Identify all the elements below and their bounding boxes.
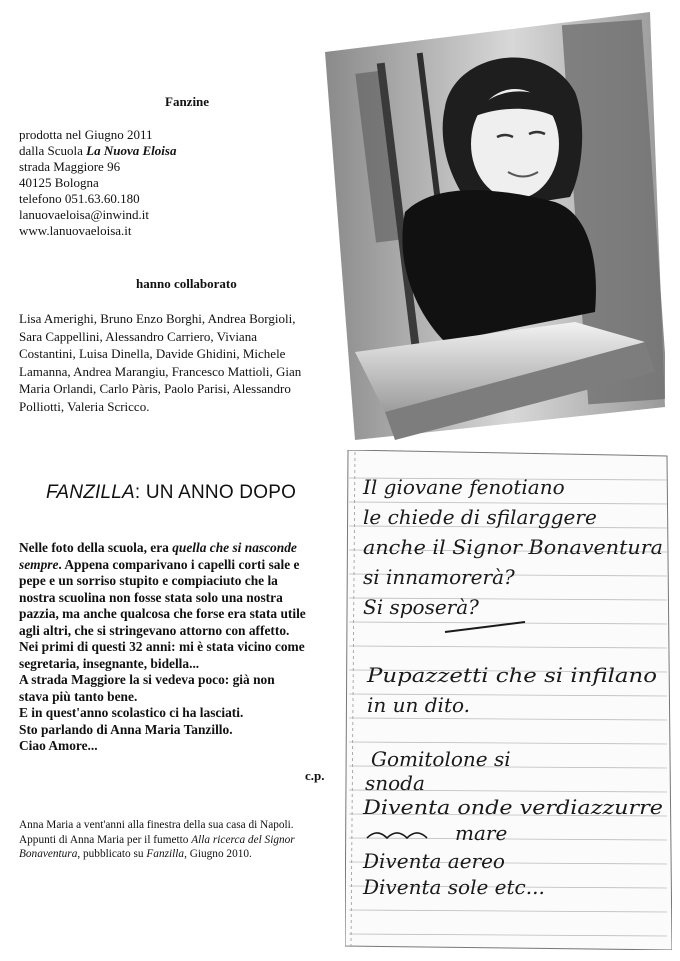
caption-line: Appunti di Anna Maria per il fumetto Alla ricerca del Signor <box>19 833 295 846</box>
collaborators-line: Sara Cappellini, Alessandro Carriero, Viviana <box>19 328 257 344</box>
note-line: Diventa onde verdiazzurre <box>361 795 663 819</box>
note-line: Gomitolone si <box>371 747 511 771</box>
article-body <box>19 540 337 755</box>
article-line: E in quest'anno scolastico ci ha lasciati. <box>19 705 244 720</box>
caption-line: Bonaventura, pubblicato su Fanzilla, Giugno 2010. <box>19 848 252 860</box>
signature: c.p. <box>305 768 325 783</box>
article-line: agli altri, che si stringevano attorno con affetto. <box>19 622 290 638</box>
article-line: nostra scuolina non fosse stata solo una nostra <box>19 589 283 605</box>
note-line: Il giovane fenotiano <box>363 475 565 499</box>
collaborators-line: Costantini, Luisa Dinella, Davide Ghidini, Michele <box>19 346 286 361</box>
note-line: Diventa sole etc... <box>363 875 545 899</box>
publication-info <box>19 127 176 239</box>
collaborators-title: hanno collaborato <box>136 276 237 291</box>
note-line: le chiede di sfilarggere <box>363 505 597 529</box>
note-line: in un dito. <box>367 693 471 717</box>
address-line: strada Maggiore 96 <box>19 159 121 174</box>
website-line: www.lanuovaeloisa.it <box>19 223 132 238</box>
note-line: snoda <box>365 771 425 795</box>
note-line: si innamorerà? <box>363 565 515 589</box>
collaborators-line: Lisa Amerighi, Bruno Enzo Borghi, Andrea Borgioli, <box>19 311 296 326</box>
school-line: dalla Scuola La Nuova Eloisa <box>19 143 177 158</box>
article-line: Ciao Amore... <box>19 738 98 753</box>
collaborators-line: Maria Orlandi, Carlo Pàris, Paolo Parisi, Alessandro <box>19 381 291 396</box>
email-line: lanuovaeloisa@inwind.it <box>19 207 150 222</box>
city-line: 40125 Bologna <box>19 175 99 190</box>
article-line: segretaria, insegnante, bidella... <box>19 655 200 671</box>
headline-italic: FANZILLA <box>46 482 135 503</box>
article-line: pazzia, ma anche qualcosa che forse era stata utile <box>19 606 306 621</box>
article-headline: FANZILLA: UN ANNO DOPO <box>46 482 297 503</box>
collaborators-line: Lamanna, Andrea Marangiu, Francesco Mattioli, Gian <box>19 363 302 379</box>
article-line: Sto parlando di Anna Maria Tanzillo. <box>19 721 233 737</box>
collaborators-list <box>19 310 329 415</box>
article-line: pepe e un sorriso stupito e compiaciuto che la <box>19 573 278 588</box>
article-line: Nelle foto della scuola, era quella che si nasconde <box>19 540 297 555</box>
photo-caption <box>19 818 295 862</box>
portrait-photo <box>325 12 665 440</box>
school-name: La Nuova Eloisa <box>86 143 177 158</box>
note-line: Diventa aereo <box>363 849 505 873</box>
collaborators-line: Polliotti, Valeria Scricco. <box>19 398 150 414</box>
caption-line: Anna Maria a vent'anni alla finestra della sua casa di Napoli. <box>19 819 294 831</box>
note-line: Pupazzetti che si infilano <box>365 663 657 687</box>
handwritten-notebook-page <box>345 450 672 950</box>
note-line: mare <box>455 821 508 845</box>
article-line: Nei primi di questi 32 anni: mi è stata vicino come <box>19 639 305 654</box>
note-line: Si sposerà? <box>363 595 479 619</box>
article-line: A strada Maggiore la si vedeva poco: già non <box>19 672 275 687</box>
article-line: stava più tanto bene. <box>19 688 138 704</box>
note-line: anche il Signor Bonaventura <box>363 535 663 559</box>
fanzine-title: Fanzine <box>165 94 210 109</box>
produced-line: prodotta nel Giugno 2011 <box>19 127 153 142</box>
phone-line: telefono 051.63.60.180 <box>19 191 140 206</box>
article-line: sempre. Appena comparivano i capelli corti sale e <box>19 556 300 572</box>
